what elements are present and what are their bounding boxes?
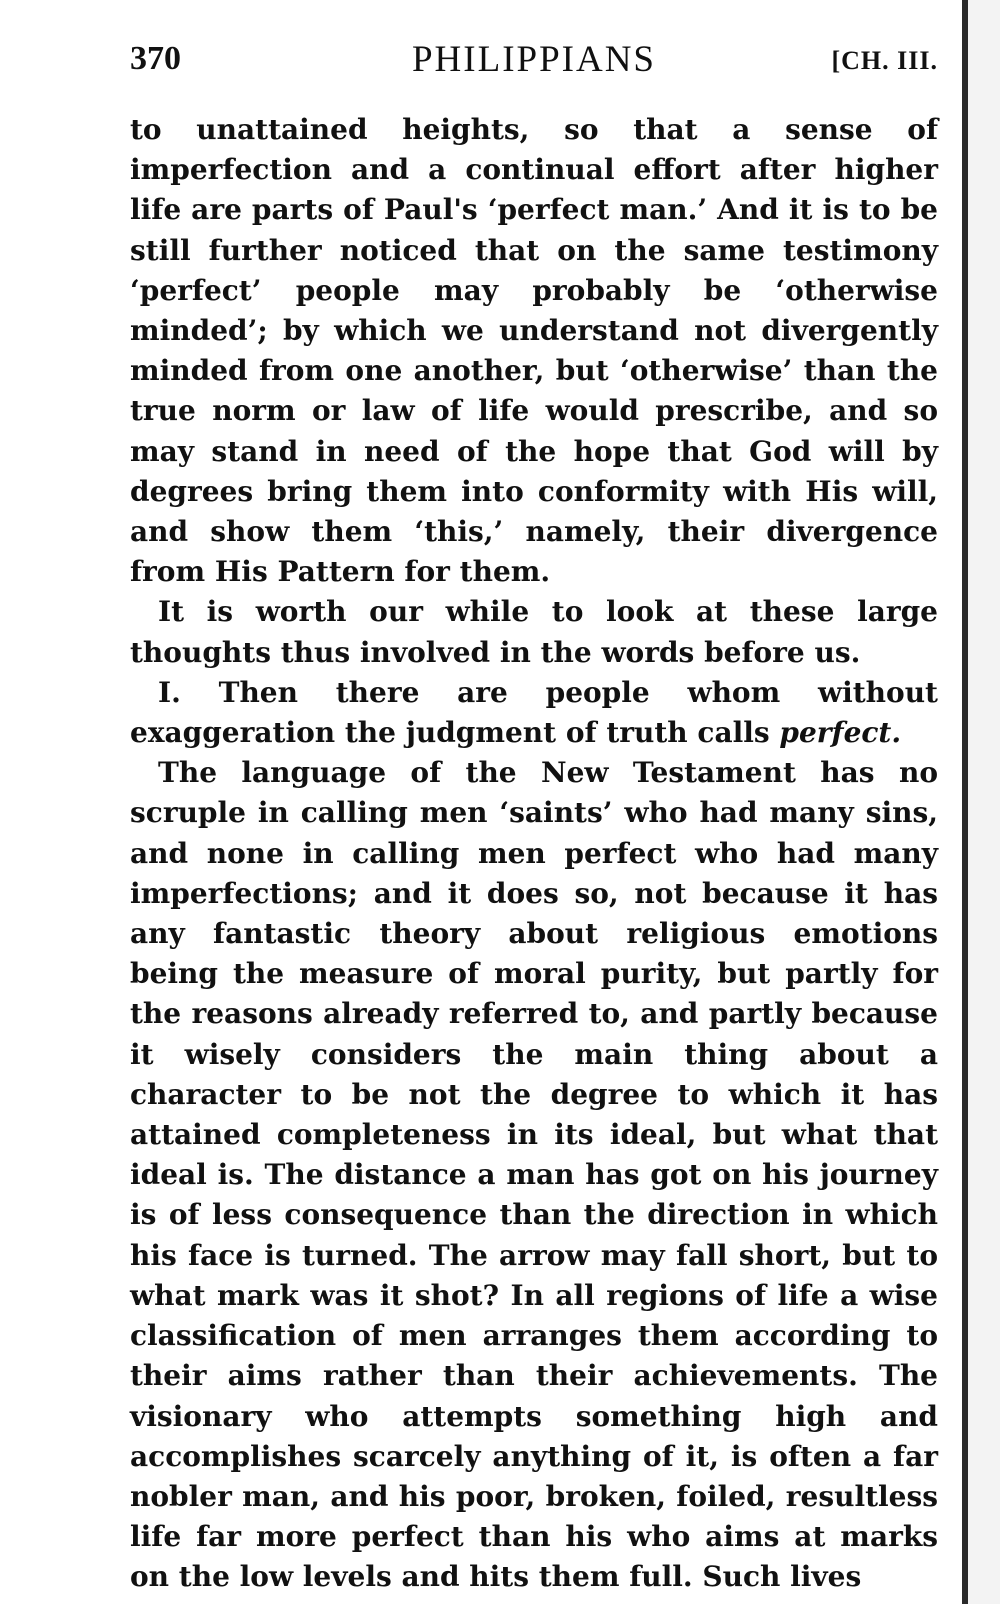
paragraph: It is worth our while to look at these large thoughts thus involved in the words before us. (130, 595, 938, 669)
book-title: PHILIPPIANS (411, 39, 657, 80)
chapter-reference: [CH. III. (831, 46, 938, 75)
page-edge-margin (968, 0, 1000, 1604)
body-text (130, 110, 938, 1598)
paragraph-continued: to unattained heights, so that a sense of imperfection and a continual effort after higher life are parts of Paul's ‘perfect man.’ And it is to be still further noticed that on the same testimony ‘perfect’ people may probably be ‘otherwise minded’; by which we understand not divergently minded from one another, but ‘otherwise’ than the true norm or law of life would prescribe, and so may stand in need of the hope that God will by degrees bring them into conformity with His will, and show them ‘this,’ namely, their divergence from His Pattern for them. (130, 113, 938, 589)
running-head (130, 38, 938, 88)
page-number: 370 (130, 40, 181, 77)
italic-word: perfect. (779, 716, 902, 750)
paragraph-heading-point-one (130, 673, 938, 753)
paragraph: The language of the New Testament has no scruple in calling men ‘saints’ who had many sins, and none in calling men perfect who had many imperfections; and it does so, not because it has any fantastic theory about religious emotions being the measure of moral purity, but partly for the reasons already referred to, and partly because it wisely considers the main thing about a character to be not the degree to which it has attained completeness in its ideal, but what that ideal is. The distance a man has got on his journey is of less consequence than the direction in which his face is turned. The arrow may fall short, but to what mark was it shot? In all regions of life a wise classification of men arranges them according to their aims rather than their achievements. The visionary who attempts something high and accomplishes scarcely anything of it, is often a far nobler man, and his poor, broken, foiled, resultless life far more perfect than his who aims at marks on the low levels and hits them full. Such lives (130, 756, 938, 1594)
paragraph-text: I. Then there are people whom without exaggeration the judgment of truth calls (130, 675, 938, 750)
